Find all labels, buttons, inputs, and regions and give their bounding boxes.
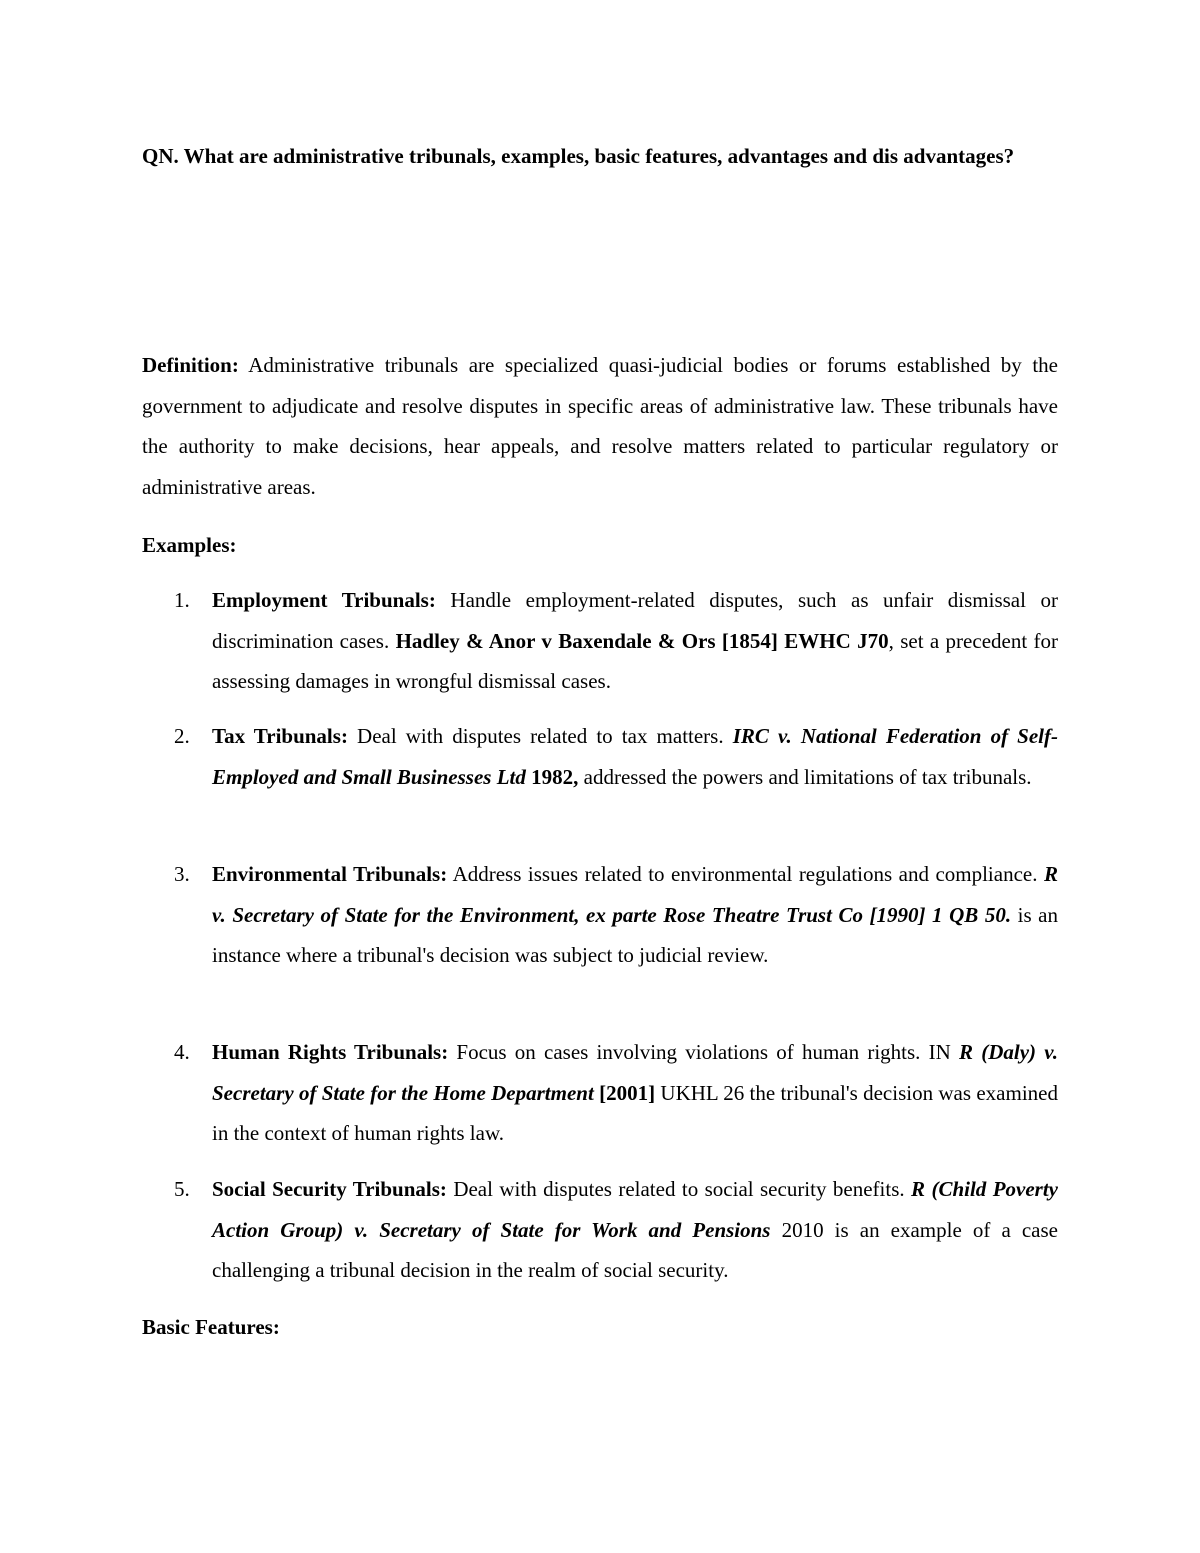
definition-text: Administrative tribunals are specialized quasi-judicial bodies or forums established by the government to adjudicate and resolve disputes in specific areas of administrative law. These tribunals have the authority to make decisions, hear appeals, and resolve matters related to particular regulatory or administrative areas. [142, 353, 1058, 499]
example-text: addressed the powers and limitations of tax tribunals. [578, 764, 1032, 789]
example-text: Deal with disputes related to social security benefits. [446, 1177, 912, 1201]
list-item-body [212, 1169, 1058, 1291]
basic-features-heading: Basic Features: [142, 1315, 280, 1339]
question-heading: QN. What are administrative tribunals, examples, basic features, advantages and dis advantages? [142, 144, 1015, 168]
list-item [142, 1169, 1058, 1291]
example-text: Address issues related to environmental regulations and compliance. [447, 862, 1044, 886]
example-title: Social Security Tribunals: [212, 1177, 447, 1201]
document-page [142, 0, 1058, 1553]
case-year: [2001] [593, 1080, 656, 1105]
list-item-body [212, 854, 1058, 976]
list-item-body [212, 716, 1058, 797]
list-item [142, 854, 1058, 976]
list-number: 1. [174, 588, 190, 612]
list-item-body [212, 580, 1058, 702]
example-text: Focus on cases involving violations of human rights. IN [448, 1040, 959, 1064]
example-title: Human Rights Tribunals: [212, 1040, 449, 1064]
case-citation: R (Child Poverty Action Group) v. Secretary of State for Work and Pensions [212, 1177, 1058, 1242]
list-number: 3. [174, 862, 190, 886]
example-text: is an instance where a tribunal's decision was subject to judicial review. [212, 902, 1058, 967]
case-citation: IRC v. National Federation of Self-Employed and Small Businesses Ltd [212, 724, 1058, 789]
list-item [142, 580, 1058, 702]
example-text: UKHL 26 the tribunal's decision was examined in the context of human rights law. [212, 1080, 1058, 1145]
list-number: 4. [174, 1040, 190, 1064]
list-number: 5. [174, 1177, 190, 1201]
example-text: Handle employment-related disputes, such as unfair dismissal or discrimination cases. [212, 588, 1059, 653]
case-citation: Hadley & Anor v Baxendale & Ors [1854] EWHC J70 [395, 628, 889, 653]
example-title: Employment Tribunals: [212, 588, 436, 612]
list-item [142, 1032, 1058, 1154]
case-citation: R v. Secretary of State for the Environment, ex parte Rose Theatre Trust Co [1990] 1 QB 50. [212, 862, 1058, 927]
example-text: Deal with disputes related to tax matters. [347, 724, 733, 748]
examples-heading: Examples: [142, 533, 237, 557]
example-text: , set a precedent for assessing damages in wrongful dismissal cases. [212, 628, 1058, 693]
definition-paragraph [142, 345, 1058, 507]
case-year: 1982, [525, 764, 579, 789]
example-text: 2010 is an example of a case challenging a tribunal decision in the realm of social security. [212, 1217, 1058, 1282]
definition-label: Definition: [142, 353, 239, 377]
example-title: Tax Tribunals: [212, 724, 348, 748]
list-item-body [212, 1032, 1058, 1154]
list-item [142, 716, 1058, 797]
list-number: 2. [174, 724, 190, 748]
case-citation: R (Daly) v. Secretary of State for the Home Department [212, 1040, 1059, 1105]
example-title: Environmental Tribunals: [212, 862, 448, 886]
